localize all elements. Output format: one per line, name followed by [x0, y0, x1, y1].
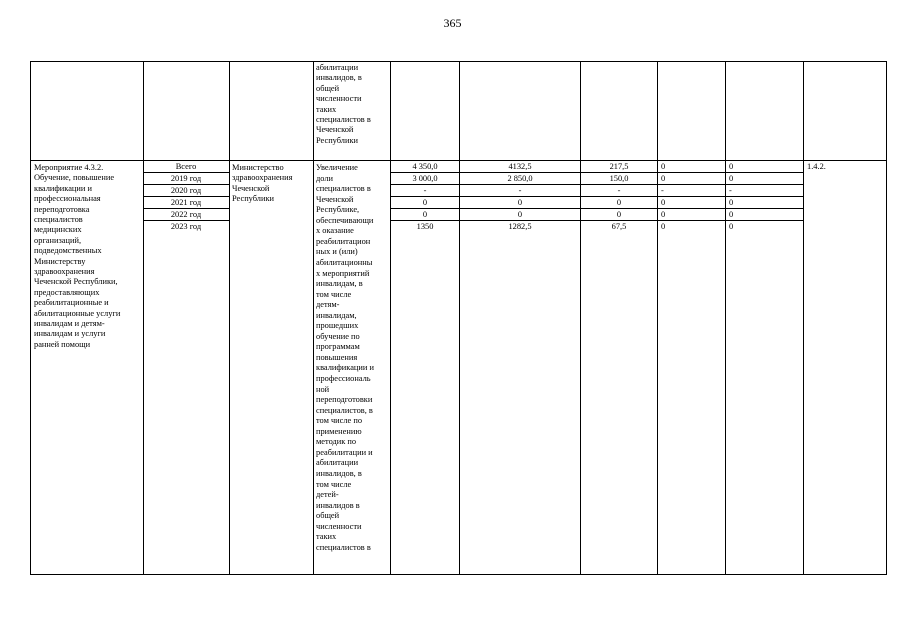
- indicator-text-line: общей: [316, 83, 340, 93]
- table-column-border: [229, 61, 230, 574]
- indicator-text-line: х оказание: [316, 226, 354, 236]
- event-text-line: квалификации и: [34, 183, 92, 193]
- event-text-line: инвалидам и услуги: [34, 329, 106, 339]
- indicator-text-line: инвалидов в: [316, 500, 360, 510]
- table-column-border: [313, 61, 314, 574]
- indicator-text-line: Республики: [316, 135, 359, 145]
- year-row-border: [390, 220, 803, 221]
- indicator-text-line: абилитации: [316, 458, 359, 468]
- regional-value: -: [617, 186, 621, 195]
- indicator-text-line: детям-: [316, 300, 340, 310]
- regional-value: 217,5: [609, 162, 629, 171]
- table-column-border: [390, 61, 391, 574]
- federal-value: -: [518, 186, 522, 195]
- event-text-line: ранней помощи: [34, 339, 91, 349]
- event-text-line: Обучение, повышение: [34, 173, 115, 183]
- indicator-text-line: обеспечивающи: [316, 215, 374, 225]
- indicator-text-line: инвалидам,: [316, 310, 357, 320]
- federal-value: 4132,5: [508, 162, 532, 171]
- table-column-border: [459, 61, 460, 574]
- indicator-text-line: Чеченской: [316, 125, 354, 135]
- event-text-line: специалистов: [34, 215, 83, 224]
- indicator-text-line: том числе: [316, 289, 352, 299]
- indicator-text-line: переподготовки: [316, 395, 373, 405]
- year-label: 2023 год: [170, 222, 202, 231]
- event-text-line: переподготовка: [34, 204, 90, 214]
- indicator-text-line: том числе по: [316, 416, 363, 426]
- indicator-text-line: реабилитации и: [316, 447, 373, 457]
- year-row-border: [143, 184, 229, 185]
- local-value: -: [661, 186, 664, 195]
- other-value: 0: [729, 162, 734, 171]
- totals-value: 0: [422, 198, 428, 207]
- local-value: 0: [661, 222, 666, 231]
- year-row-border: [390, 184, 803, 185]
- page-number: 365: [443, 16, 462, 30]
- year-row-border: [143, 208, 229, 209]
- event-text-line: Министерству: [34, 256, 86, 266]
- table-column-border: [803, 61, 804, 574]
- indicator-text-line: профессиональ: [316, 374, 371, 383]
- indicator-text-line: ной: [316, 384, 330, 394]
- executor-text-line: Чеченской: [232, 183, 270, 193]
- indicator-text-line: детей-: [316, 490, 339, 500]
- local-value: 0: [661, 162, 666, 171]
- event-text-line: здравоохранения: [34, 267, 95, 276]
- event-text-line: профессиональная: [34, 194, 101, 204]
- indicator-text-line: квалификации и: [316, 363, 374, 373]
- totals-value: 1350: [416, 222, 434, 231]
- event-text-line: медицинских: [34, 225, 82, 235]
- executor-text-line: Министерство: [232, 163, 284, 172]
- indicator-text-line: ных и (или): [316, 247, 358, 257]
- indicator-text-line: общей: [316, 511, 340, 521]
- table-column-border: [580, 61, 581, 574]
- table-row-border: [30, 574, 887, 575]
- executor-text-line: здравоохранения: [232, 173, 293, 183]
- other-value: 0: [729, 222, 734, 231]
- year-row-border: [143, 196, 229, 197]
- indicator-text-line: абилитационны: [316, 257, 373, 267]
- indicator-text-line: Республике,: [316, 205, 360, 215]
- totals-value: 3 000,0: [412, 174, 438, 183]
- year-row-border: [143, 172, 229, 173]
- local-value: 0: [661, 210, 666, 219]
- event-text-line: абилитационные услуги: [34, 308, 121, 318]
- event-text-line: подведомственных: [34, 246, 102, 256]
- federal-value: 0: [517, 210, 523, 219]
- indicator-text-line: Чеченской: [316, 194, 354, 204]
- regional-value: 150,0: [609, 174, 629, 183]
- indicator-text-line: таких: [316, 104, 337, 114]
- table-column-border: [30, 61, 31, 574]
- indicator-text-line: абилитации: [316, 63, 359, 72]
- indicator-text-line: применению: [316, 426, 362, 436]
- indicator-text-line: специалистов, в: [316, 405, 373, 415]
- indicator-text-line: инвалидам, в: [316, 279, 363, 289]
- year-row-border: [390, 172, 803, 173]
- indicator-text-line: обучение по: [316, 331, 360, 341]
- indicator-text-line: численности: [316, 94, 362, 104]
- indicator-text-line: доли: [316, 173, 333, 183]
- indicator-text-line: специалистов в: [316, 184, 371, 194]
- table-column-border: [143, 61, 144, 574]
- indicator-text-line: инвалидов, в: [316, 73, 362, 83]
- year-row-border: [390, 196, 803, 197]
- event-text-line: предоставляющих: [34, 287, 100, 297]
- indicator-text-line: специалистов в: [316, 542, 371, 552]
- local-value: 0: [661, 174, 666, 183]
- event-text-line: Мероприятие 4.3.2.: [34, 163, 104, 172]
- year-row-border: [390, 208, 803, 209]
- other-value: -: [729, 186, 732, 195]
- event-text-line: инвалидам и детям-: [34, 319, 105, 328]
- indicator-text-line: Увеличение: [316, 163, 358, 172]
- local-value: 0: [661, 198, 666, 207]
- totals-value: -: [423, 186, 427, 195]
- table-column-border: [886, 61, 887, 574]
- table-row-border: [30, 61, 887, 62]
- regional-value: 0: [616, 198, 622, 207]
- indicator-text-line: повышения: [316, 352, 358, 362]
- executor-text-line: Республики: [232, 194, 275, 204]
- indicator-text-line: численности: [316, 521, 362, 531]
- federal-value: 0: [517, 198, 523, 207]
- table-column-border: [657, 61, 658, 574]
- indicator-text-line: реабилитацион: [316, 236, 371, 246]
- year-label: 2022 год: [170, 210, 202, 219]
- federal-value: 1282,5: [508, 222, 532, 231]
- event-text-line: реабилитационные и: [34, 298, 109, 308]
- regional-value: 67,5: [611, 222, 627, 231]
- totals-value: 0: [422, 210, 428, 219]
- event-text-line: организаций,: [34, 235, 82, 245]
- other-value: 0: [729, 174, 734, 183]
- other-value: 0: [729, 210, 734, 219]
- other-value: 0: [729, 198, 734, 207]
- link-value: 1.4.2.: [807, 162, 826, 171]
- year-label: 2019 год: [170, 174, 202, 183]
- year-label: 2020 год: [170, 186, 202, 195]
- indicator-text-line: программам: [316, 342, 360, 352]
- indicator-text-line: таких: [316, 532, 337, 542]
- indicator-text-line: том числе: [316, 479, 352, 489]
- indicator-text-line: инвалидов, в: [316, 468, 362, 478]
- regional-value: 0: [616, 210, 622, 219]
- year-label: Всего: [175, 162, 197, 171]
- totals-value: 4 350,0: [412, 162, 438, 171]
- event-text-line: Чеченской Республики,: [34, 277, 118, 287]
- indicator-text-line: методик по: [316, 437, 357, 447]
- table-row-border: [30, 160, 887, 161]
- table-column-border: [725, 61, 726, 574]
- indicator-text-line: прошедших: [316, 321, 359, 331]
- indicator-text-line: специалистов в: [316, 115, 371, 124]
- year-label: 2021 год: [170, 198, 202, 207]
- federal-value: 2 850,0: [507, 174, 533, 183]
- year-row-border: [143, 220, 229, 221]
- indicator-text-line: х мероприятий: [316, 268, 370, 278]
